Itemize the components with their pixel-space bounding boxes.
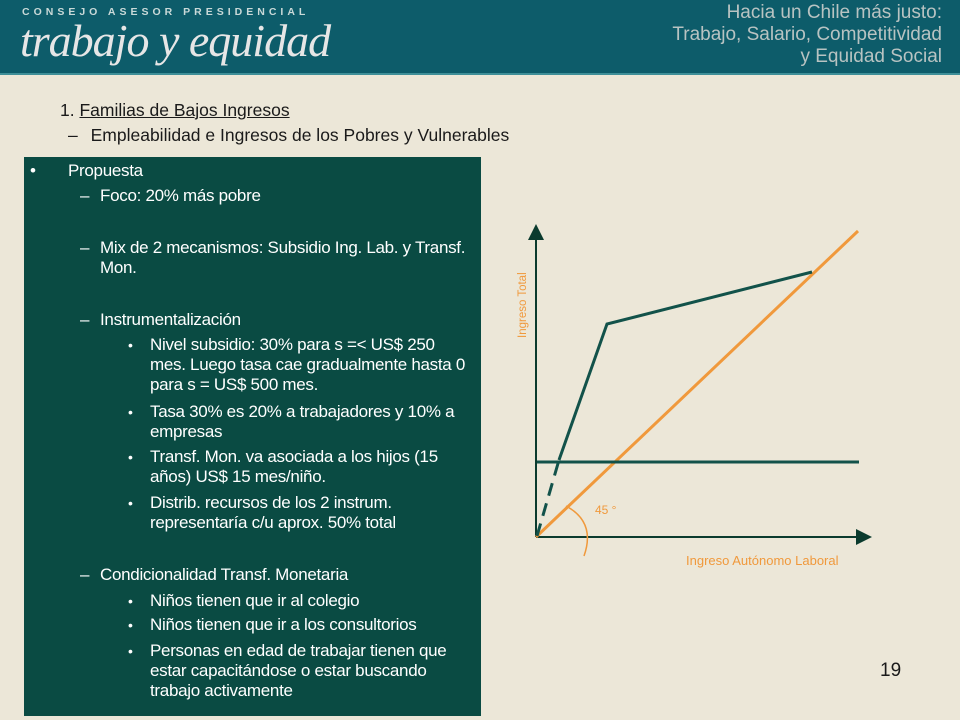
title-line-3: y Equidad Social <box>800 46 942 67</box>
sub-bullet-mark: • <box>128 617 133 633</box>
bullet-mark: • <box>30 161 36 180</box>
title-line-1: Hacia un Chile más justo: <box>726 2 942 23</box>
angle-arc <box>566 506 587 556</box>
total-income-line <box>559 272 812 460</box>
sub-bullet-mark: • <box>128 449 133 465</box>
dash-mark: – <box>80 310 90 329</box>
outline-label-1: Familias de Bajos Ingresos <box>79 100 290 120</box>
sub-bullet-text: Niños tienen que ir a los consultorios <box>150 615 417 634</box>
title-line-2: Trabajo, Salario, Competitividad <box>672 24 942 45</box>
logo-subtitle: CONSEJO ASESOR PRESIDENCIAL <box>22 6 310 18</box>
page-number: 19 <box>880 660 902 681</box>
sub-bullet-text: Transf. Mon. va asociada a los hijos (15 años) US$ 15 mes/niño. <box>150 447 438 486</box>
sub-bullet-mark: • <box>128 337 133 353</box>
sub-bullet-mark: • <box>128 404 133 420</box>
outline-number: 1. <box>60 100 75 120</box>
angle-label: 45 ° <box>595 503 617 517</box>
sub-bullet-text: Nivel subsidio: 30% para s =< US$ 250 mes. Luego tasa cae gradualmente hasta 0 para s = US$ 500 mes. <box>150 335 465 394</box>
sub-bullet-mark: • <box>128 643 133 659</box>
dash-text: Instrumentalización <box>100 310 241 329</box>
dash-text: Condicionalidad Transf. Monetaria <box>100 565 349 584</box>
x-axis-label: Ingreso Autónomo Laboral <box>686 553 839 568</box>
bullet-text: Propuesta <box>68 161 143 180</box>
dash-text: Foco: 20% más pobre <box>100 186 261 205</box>
sub-bullet-text: Niños tienen que ir al colegio <box>150 591 360 610</box>
outline-label-2: Empleabilidad e Ingresos de los Pobres y Vulnerables <box>90 125 510 145</box>
sub-bullet-text: Tasa 30% es 20% a trabajadores y 10% a empresas <box>150 402 455 441</box>
y-axis-label: Ingreso Total <box>517 272 529 338</box>
sub-bullet-text: Personas en edad de trabajar tienen que estar capacitándose o estar buscando trabajo activamente <box>150 641 447 700</box>
sub-bullet-text: Distrib. recursos de los 2 instrum. representaría c/u aprox. 50% total <box>150 493 396 532</box>
dash-mark: – <box>80 186 90 205</box>
logo-wordmark: trabajo y equidad <box>20 15 331 66</box>
dash-mark: – <box>80 565 90 584</box>
sub-bullet-mark: • <box>128 495 133 511</box>
dash-text: Mix de 2 mecanismos: Subsidio Ing. Lab. y Transf. Mon. <box>100 238 466 277</box>
dash-mark: – <box>80 238 90 257</box>
sub-bullet-mark: • <box>128 593 133 609</box>
outline-dash: – <box>68 125 78 145</box>
